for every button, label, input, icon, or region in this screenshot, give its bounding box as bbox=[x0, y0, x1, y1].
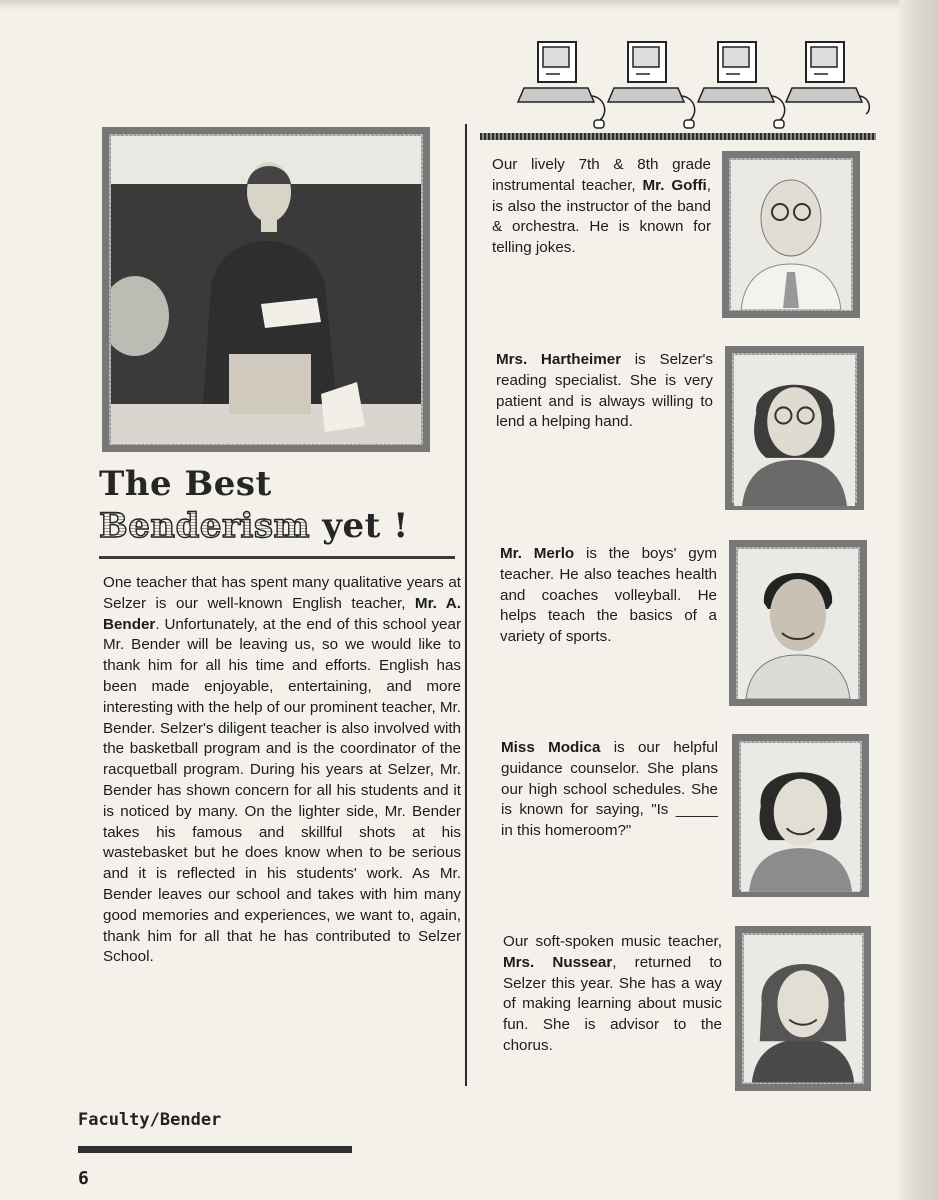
profile-photo bbox=[722, 151, 860, 318]
profile-name: Mr. Goffi bbox=[642, 176, 707, 194]
profile-bio bbox=[496, 350, 713, 433]
computer-icon bbox=[698, 42, 785, 128]
page-number: 6 bbox=[78, 1168, 89, 1189]
article-body bbox=[103, 573, 461, 968]
page-binding-shadow bbox=[899, 0, 937, 1200]
portrait-image bbox=[741, 743, 860, 892]
profile-photo bbox=[725, 346, 864, 510]
profile-bio-post: , returned to Selzer this year. She has a way of making learning about music fun. She is advisor to the chorus. bbox=[503, 953, 722, 1054]
profile-photo bbox=[732, 734, 869, 897]
portrait-image bbox=[734, 355, 855, 506]
article-body-name: Mr. A. Bender bbox=[103, 594, 461, 633]
bender-photo-image bbox=[111, 136, 421, 444]
section-label: Faculty/Bender bbox=[78, 1110, 222, 1130]
profile-name: Mr. Merlo bbox=[500, 545, 575, 562]
profile-bio bbox=[503, 932, 722, 1057]
portrait-image bbox=[731, 160, 851, 310]
title-outlined-word: Benderism bbox=[99, 506, 310, 546]
portrait-image bbox=[738, 549, 858, 699]
page-top-shade bbox=[0, 0, 937, 10]
article-body-pre: One teacher that has spent many qualitative years at Selzer is our well-known English teacher, bbox=[103, 574, 461, 612]
profile-bio bbox=[500, 544, 717, 648]
computer-icon bbox=[786, 42, 869, 114]
profile-bio bbox=[501, 738, 718, 842]
bender-photo bbox=[102, 127, 430, 452]
column-top-rule bbox=[480, 133, 876, 140]
portrait-image bbox=[744, 935, 862, 1083]
footer-bar bbox=[78, 1146, 352, 1153]
profile-bio bbox=[492, 155, 711, 259]
article-body-post: . Unfortunately, at the end of this school year Mr. Bender will be leaving us, so we would like to thank him for all his time and efforts. English has been made enjoyable, entertaining, and more interesting with the help of our prominent teacher, Mr. Bender. Selzer's diligent teacher is also involved with the basketball program and is the coordinator of the racquetball program. During his years at Selzer, Mr. Bender has shown concern for all his students and it is noticed by many. On the lighter side, Mr. Bender takes his famous and skillful shots at his wastebasket but he does know when to be serious and it is reflected in his students' work. As Mr. Bender leaves our school and takes with him many good memories and experiences, we want to, again, thank him for all that he has contributed to Selzer School. bbox=[103, 615, 461, 966]
profile-photo bbox=[729, 540, 867, 706]
profile-bio-post: is Selzer's reading specialist. She is very patient and is always willing to lend a helping hand. bbox=[496, 351, 713, 431]
profile-name: Mrs. Nussear bbox=[503, 953, 613, 971]
column-divider bbox=[465, 124, 467, 1086]
computer-strip bbox=[512, 38, 882, 136]
article-title-line1: The Best bbox=[99, 464, 272, 504]
article-title-line2 bbox=[99, 506, 409, 546]
profile-bio-post: , is also the instructor of the band & orchestra. He is known for telling jokes. bbox=[492, 176, 711, 257]
profile-name: Mrs. Hartheimer bbox=[496, 351, 622, 368]
profile-bio-post: is our helpful guidance counselor. She plans our high school schedules. She is known for saying, "Is _____ in this homeroom?" bbox=[501, 739, 718, 840]
title-line2-rest: yet ! bbox=[322, 506, 409, 546]
title-rule bbox=[99, 556, 455, 559]
computer-icon bbox=[518, 42, 605, 128]
profile-bio-pre: Our lively 7th & 8th grade instrumental teacher, bbox=[492, 156, 711, 194]
profile-photo bbox=[735, 926, 871, 1091]
profile-name: Miss Modica bbox=[501, 739, 601, 756]
profile-bio-pre: Our soft-spoken music teacher, bbox=[503, 933, 722, 950]
profile-bio-post: is the boys' gym teacher. He also teaches health and coaches volleyball. He helps teach the basics of a variety of sports. bbox=[500, 545, 717, 646]
computer-icon bbox=[608, 42, 695, 128]
